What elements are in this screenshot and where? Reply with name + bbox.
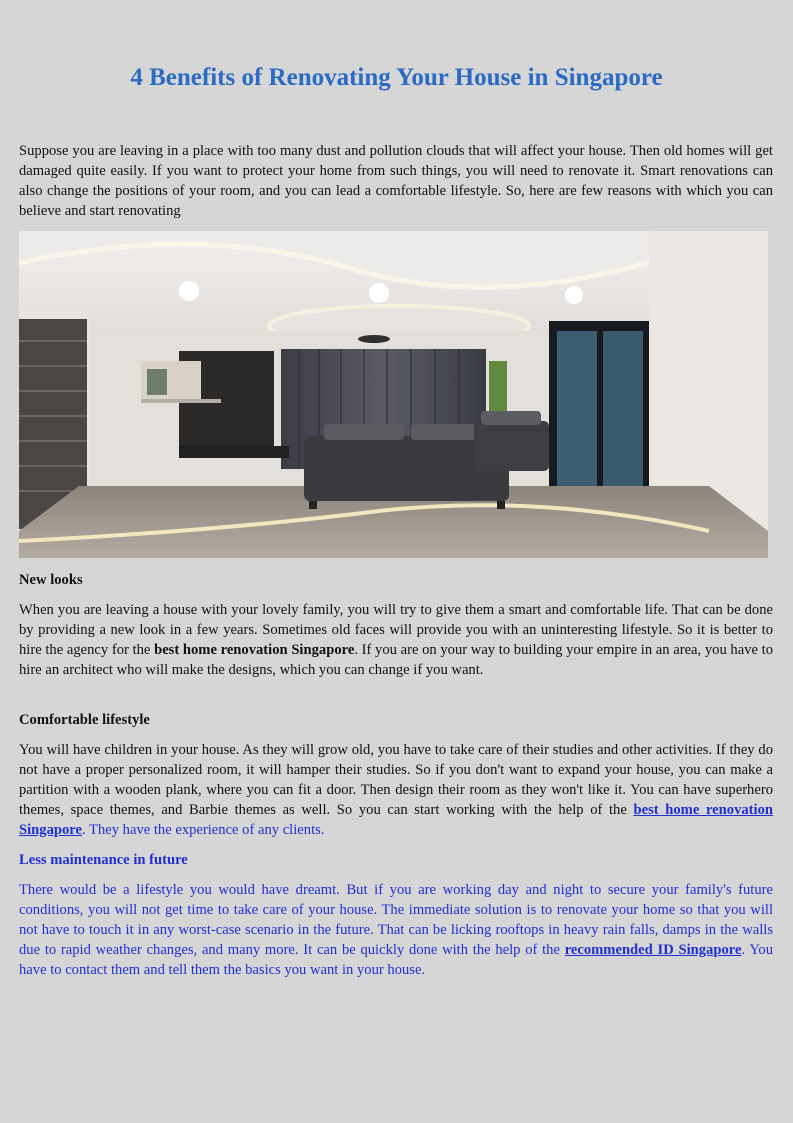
keyword-best-home-renovation: best home renovation Singapore (154, 642, 355, 658)
section-paragraph-comfortable-lifestyle (19, 740, 773, 840)
paragraph-text: You will have children in your house. As they will grow old, you have to take care of their studies and other activities. If they do not have a proper personalized room, it will hamper their studies. So if you don't want to expand your house, you can make a partition with a wooden plank, where you can fit a door. Then design their room as they won't like it. You can have superhero themes, space themes, and Barbie themes as well. So you can start working with the help of the (19, 742, 773, 818)
page-title: 4 Benefits of Renovating Your House in Singapore (130, 64, 663, 91)
intro-paragraph: Suppose you are leaving in a place with too many dust and pollution clouds that will affect your house. Then old homes will get damaged quite easily. If you want to protect your home from such things, you will need to renovate it. Smart renovations can also change the positions of your room, and you can lead a comfortable lifestyle. So, here are few reasons with which you can believe and start renovating (19, 143, 773, 219)
living-room-photo (19, 231, 768, 558)
section-heading-comfortable-lifestyle: Comfortable lifestyle (19, 712, 150, 728)
section-paragraph-new-looks (19, 600, 773, 680)
section-paragraph-less-maintenance (19, 880, 773, 980)
paragraph-text: . You have to contact them and tell them the basics you want in your house. (19, 942, 773, 978)
paragraph-text: . If you are on your way to building your empire in an area, you have to hire an architect who will make the designs, which you can change if you want. (19, 642, 774, 678)
paragraph-text: There would be a lifestyle you would have dreamt. But if you are working day and night to secure your family's future conditions, you will not get time to take care of your house. The immediate solution is to renovate your home so that you will not have to touch it in any worst-case scenario in the future. That can be licking rooftops in heavy rain falls, damps in the walls due to rapid weather changes, and many more. It can be quickly done with the help of the (19, 882, 773, 958)
section-heading-less-maintenance: Less maintenance in future (19, 852, 188, 868)
link-best-home-renovation[interactable]: best home renovation Singapore (19, 802, 773, 838)
link-recommended-id[interactable]: recommended ID Singapore (564, 942, 742, 958)
section-heading-new-looks: New looks (19, 572, 83, 588)
paragraph-text: When you are leaving a house with your lovely family, you will try to give them a smart and comfortable life. That can be done by providing a new look in a few years. Sometimes old faces will provide you with an uninteresting lifestyle. So it is better to hire the agency for the (19, 602, 773, 658)
paragraph-text: . They have the experience of any clients. (82, 822, 325, 838)
